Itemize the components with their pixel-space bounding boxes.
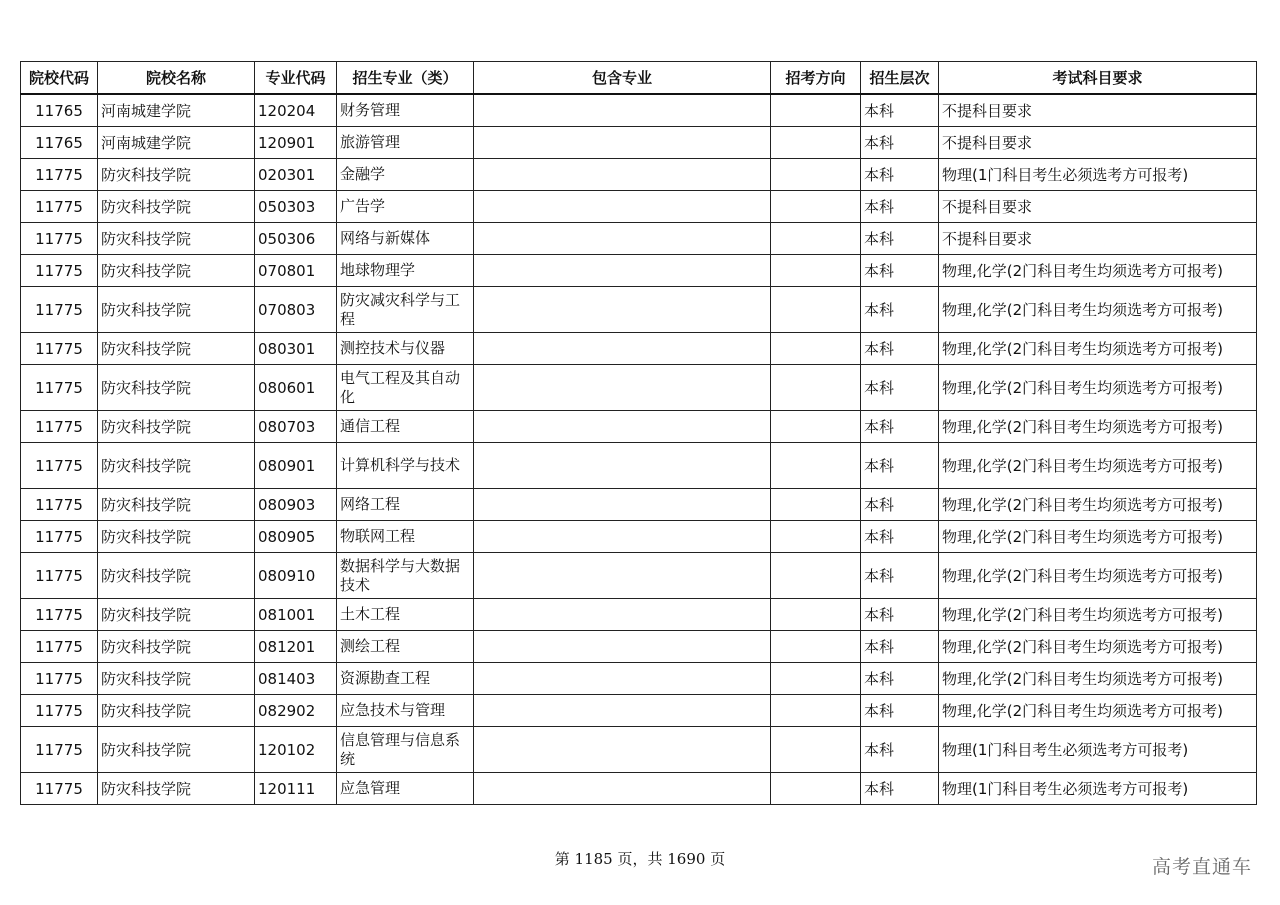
cell-major: 金融学 [337, 159, 474, 191]
cell-major-code: 080903 [255, 489, 337, 521]
cell-major: 旅游管理 [337, 127, 474, 159]
cell-school-code: 11775 [21, 773, 98, 805]
cell-school-code: 11775 [21, 695, 98, 727]
cell-included-majors [474, 255, 771, 287]
cell-direction [771, 599, 861, 631]
admissions-table [20, 61, 1257, 805]
cell-level: 本科 [861, 191, 939, 223]
page-number: 第 1185 页，共 1690 页 [554, 850, 726, 868]
cell-major-code: 081001 [255, 599, 337, 631]
cell-included-majors [474, 223, 771, 255]
cell-major: 应急技术与管理 [337, 695, 474, 727]
cell-included-majors [474, 695, 771, 727]
cell-subject-requirement: 物理,化学(2门科目考生均须选考方可报考) [939, 663, 1257, 695]
cell-direction [771, 773, 861, 805]
cell-direction [771, 727, 861, 773]
header-major-code: 专业代码 [255, 62, 337, 95]
cell-level: 本科 [861, 287, 939, 333]
cell-school-name: 河南城建学院 [98, 127, 255, 159]
cell-level: 本科 [861, 223, 939, 255]
header-row [21, 62, 1257, 95]
header-level: 招生层次 [861, 62, 939, 95]
cell-major-code: 120102 [255, 727, 337, 773]
cell-major-code: 070803 [255, 287, 337, 333]
table-row [21, 255, 1257, 287]
cell-subject-requirement: 物理(1门科目考生必须选考方可报考) [939, 727, 1257, 773]
header-direction: 招考方向 [771, 62, 861, 95]
cell-direction [771, 191, 861, 223]
cell-school-name: 防灾科技学院 [98, 599, 255, 631]
cell-level: 本科 [861, 489, 939, 521]
cell-subject-requirement: 物理(1门科目考生必须选考方可报考) [939, 773, 1257, 805]
table-row [21, 695, 1257, 727]
cell-included-majors [474, 521, 771, 553]
cell-direction [771, 411, 861, 443]
header-school-name: 院校名称 [98, 62, 255, 95]
cell-school-name: 防灾科技学院 [98, 773, 255, 805]
cell-level: 本科 [861, 553, 939, 599]
header-subject-requirement: 考试科目要求 [939, 62, 1257, 95]
cell-major-code: 050303 [255, 191, 337, 223]
cell-subject-requirement: 物理,化学(2门科目考生均须选考方可报考) [939, 695, 1257, 727]
cell-school-code: 11775 [21, 333, 98, 365]
cell-subject-requirement: 不提科目要求 [939, 191, 1257, 223]
cell-included-majors [474, 333, 771, 365]
cell-major: 广告学 [337, 191, 474, 223]
cell-major-code: 080601 [255, 365, 337, 411]
cell-major: 信息管理与信息系统 [337, 727, 474, 773]
table-row [21, 553, 1257, 599]
cell-included-majors [474, 631, 771, 663]
cell-school-name: 防灾科技学院 [98, 695, 255, 727]
table-row [21, 159, 1257, 191]
cell-school-name: 防灾科技学院 [98, 191, 255, 223]
cell-direction [771, 443, 861, 489]
table-header [21, 62, 1257, 95]
cell-school-name: 防灾科技学院 [98, 411, 255, 443]
table-row [21, 773, 1257, 805]
cell-direction [771, 489, 861, 521]
cell-level: 本科 [861, 411, 939, 443]
cell-level: 本科 [861, 773, 939, 805]
cell-subject-requirement: 物理,化学(2门科目考生均须选考方可报考) [939, 489, 1257, 521]
cell-subject-requirement: 物理,化学(2门科目考生均须选考方可报考) [939, 365, 1257, 411]
cell-direction [771, 631, 861, 663]
cell-school-code: 11775 [21, 411, 98, 443]
cell-school-name: 防灾科技学院 [98, 631, 255, 663]
cell-major: 地球物理学 [337, 255, 474, 287]
table-row [21, 521, 1257, 553]
cell-school-code: 11775 [21, 727, 98, 773]
cell-school-code: 11775 [21, 553, 98, 599]
cell-level: 本科 [861, 663, 939, 695]
cell-major-code: 082902 [255, 695, 337, 727]
cell-level: 本科 [861, 333, 939, 365]
cell-school-name: 防灾科技学院 [98, 553, 255, 599]
cell-major-code: 080910 [255, 553, 337, 599]
cell-school-name: 防灾科技学院 [98, 333, 255, 365]
cell-major: 网络与新媒体 [337, 223, 474, 255]
cell-included-majors [474, 159, 771, 191]
cell-major: 资源勘查工程 [337, 663, 474, 695]
cell-major: 财务管理 [337, 94, 474, 127]
cell-major: 数据科学与大数据技术 [337, 553, 474, 599]
cell-major-code: 080703 [255, 411, 337, 443]
cell-major-code: 070801 [255, 255, 337, 287]
cell-included-majors [474, 663, 771, 695]
table-row [21, 411, 1257, 443]
cell-school-code: 11775 [21, 443, 98, 489]
cell-major: 计算机科学与技术 [337, 443, 474, 489]
table-row [21, 191, 1257, 223]
cell-included-majors [474, 553, 771, 599]
cell-direction [771, 223, 861, 255]
cell-school-name: 防灾科技学院 [98, 223, 255, 255]
table-row [21, 127, 1257, 159]
cell-included-majors [474, 365, 771, 411]
table-row [21, 287, 1257, 333]
table-body [21, 94, 1257, 805]
cell-direction [771, 255, 861, 287]
cell-subject-requirement: 物理,化学(2门科目考生均须选考方可报考) [939, 553, 1257, 599]
cell-major-code: 120204 [255, 94, 337, 127]
cell-level: 本科 [861, 521, 939, 553]
cell-school-code: 11775 [21, 489, 98, 521]
table-row [21, 599, 1257, 631]
cell-school-name: 防灾科技学院 [98, 443, 255, 489]
watermark: 高考直通车 [1151, 856, 1252, 878]
cell-included-majors [474, 773, 771, 805]
cell-included-majors [474, 489, 771, 521]
cell-direction [771, 333, 861, 365]
cell-major: 测控技术与仪器 [337, 333, 474, 365]
table-row [21, 631, 1257, 663]
cell-major-code: 080301 [255, 333, 337, 365]
cell-major: 网络工程 [337, 489, 474, 521]
cell-subject-requirement: 不提科目要求 [939, 223, 1257, 255]
cell-school-name: 防灾科技学院 [98, 727, 255, 773]
cell-school-code: 11775 [21, 287, 98, 333]
cell-subject-requirement: 物理,化学(2门科目考生均须选考方可报考) [939, 287, 1257, 333]
cell-included-majors [474, 127, 771, 159]
cell-direction [771, 553, 861, 599]
cell-included-majors [474, 287, 771, 333]
cell-subject-requirement: 物理,化学(2门科目考生均须选考方可报考) [939, 599, 1257, 631]
cell-school-code: 11775 [21, 599, 98, 631]
cell-major-code: 081403 [255, 663, 337, 695]
cell-included-majors [474, 727, 771, 773]
cell-major: 物联网工程 [337, 521, 474, 553]
cell-subject-requirement: 物理,化学(2门科目考生均须选考方可报考) [939, 333, 1257, 365]
cell-subject-requirement: 物理,化学(2门科目考生均须选考方可报考) [939, 521, 1257, 553]
cell-major: 应急管理 [337, 773, 474, 805]
cell-school-code: 11775 [21, 521, 98, 553]
cell-major-code: 120901 [255, 127, 337, 159]
cell-school-code: 11765 [21, 127, 98, 159]
cell-level: 本科 [861, 159, 939, 191]
cell-level: 本科 [861, 127, 939, 159]
cell-school-name: 防灾科技学院 [98, 255, 255, 287]
cell-direction [771, 159, 861, 191]
cell-direction [771, 127, 861, 159]
cell-direction [771, 287, 861, 333]
header-included-majors: 包含专业 [474, 62, 771, 95]
cell-subject-requirement: 物理,化学(2门科目考生均须选考方可报考) [939, 443, 1257, 489]
table-row [21, 727, 1257, 773]
cell-school-name: 防灾科技学院 [98, 663, 255, 695]
cell-included-majors [474, 411, 771, 443]
cell-direction [771, 521, 861, 553]
cell-major: 通信工程 [337, 411, 474, 443]
cell-level: 本科 [861, 727, 939, 773]
cell-major: 测绘工程 [337, 631, 474, 663]
cell-major-code: 080905 [255, 521, 337, 553]
cell-level: 本科 [861, 443, 939, 489]
cell-included-majors [474, 94, 771, 127]
cell-school-name: 防灾科技学院 [98, 521, 255, 553]
cell-school-name: 河南城建学院 [98, 94, 255, 127]
cell-major-code: 081201 [255, 631, 337, 663]
cell-level: 本科 [861, 631, 939, 663]
cell-subject-requirement: 物理(1门科目考生必须选考方可报考) [939, 159, 1257, 191]
table-row [21, 223, 1257, 255]
cell-direction [771, 94, 861, 127]
table-row [21, 365, 1257, 411]
cell-school-code: 11775 [21, 223, 98, 255]
cell-included-majors [474, 599, 771, 631]
cell-major: 土木工程 [337, 599, 474, 631]
cell-subject-requirement: 不提科目要求 [939, 127, 1257, 159]
header-major: 招生专业（类） [337, 62, 474, 95]
cell-major-code: 020301 [255, 159, 337, 191]
cell-school-code: 11775 [21, 159, 98, 191]
cell-school-name: 防灾科技学院 [98, 489, 255, 521]
cell-major: 电气工程及其自动化 [337, 365, 474, 411]
cell-level: 本科 [861, 255, 939, 287]
cell-level: 本科 [861, 94, 939, 127]
cell-subject-requirement: 不提科目要求 [939, 94, 1257, 127]
cell-school-code: 11775 [21, 255, 98, 287]
cell-school-code: 11765 [21, 94, 98, 127]
cell-subject-requirement: 物理,化学(2门科目考生均须选考方可报考) [939, 255, 1257, 287]
cell-direction [771, 365, 861, 411]
cell-direction [771, 695, 861, 727]
cell-major: 防灾减灾科学与工程 [337, 287, 474, 333]
cell-level: 本科 [861, 695, 939, 727]
cell-major-code: 050306 [255, 223, 337, 255]
cell-school-name: 防灾科技学院 [98, 365, 255, 411]
cell-subject-requirement: 物理,化学(2门科目考生均须选考方可报考) [939, 411, 1257, 443]
cell-included-majors [474, 443, 771, 489]
cell-direction [771, 663, 861, 695]
cell-level: 本科 [861, 365, 939, 411]
cell-major-code: 120111 [255, 773, 337, 805]
cell-subject-requirement: 物理,化学(2门科目考生均须选考方可报考) [939, 631, 1257, 663]
table-row [21, 94, 1257, 127]
cell-major-code: 080901 [255, 443, 337, 489]
cell-level: 本科 [861, 599, 939, 631]
table-row [21, 333, 1257, 365]
cell-school-code: 11775 [21, 365, 98, 411]
cell-school-name: 防灾科技学院 [98, 287, 255, 333]
cell-included-majors [474, 191, 771, 223]
table-row [21, 489, 1257, 521]
cell-school-code: 11775 [21, 191, 98, 223]
cell-school-name: 防灾科技学院 [98, 159, 255, 191]
header-school-code: 院校代码 [21, 62, 98, 95]
table-row [21, 663, 1257, 695]
cell-school-code: 11775 [21, 663, 98, 695]
table-row [21, 443, 1257, 489]
cell-school-code: 11775 [21, 631, 98, 663]
